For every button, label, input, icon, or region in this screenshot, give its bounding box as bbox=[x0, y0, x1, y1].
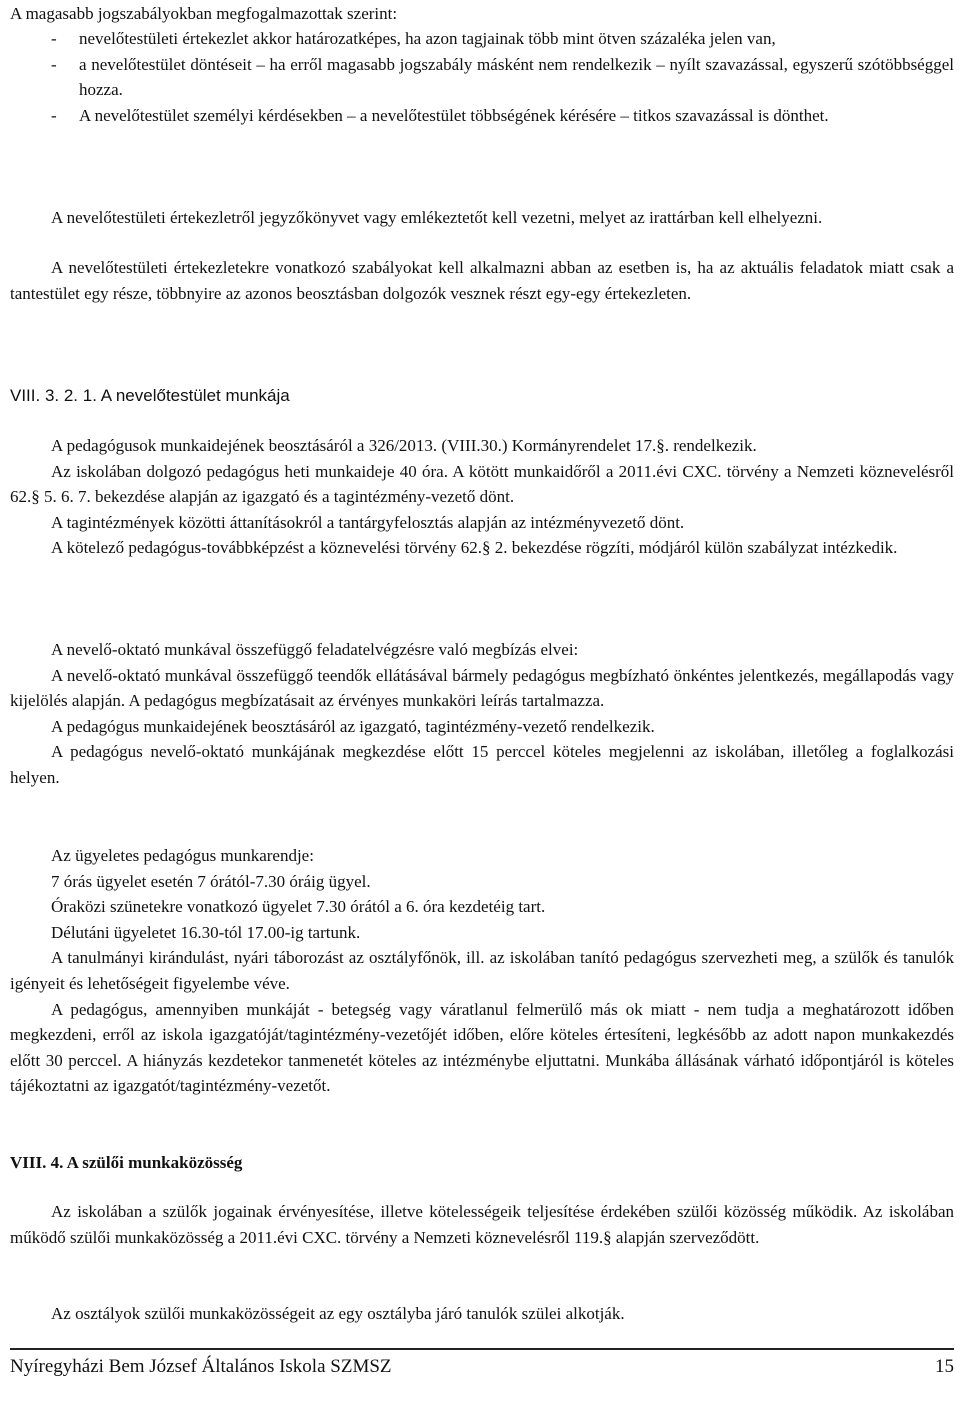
list-item bbox=[10, 103, 954, 129]
section-title-8-3-2-1: VIII. 3. 2. 1. A nevelőtestület munkája bbox=[10, 386, 290, 405]
page-footer bbox=[10, 1348, 954, 1380]
list-item-text: nevelőtestületi értekezlet akkor határozatképes, ha azon tagjainak több mint ötven százaléka jelen van, bbox=[79, 29, 776, 48]
duty-block bbox=[10, 843, 954, 1099]
assignment-block bbox=[10, 637, 954, 791]
paragraph: A tanulmányi kirándulást, nyári táborozást az osztályfőnök, ill. az iskolában tanító pedagógus szervezheti meg, a szülők és tanulók igényeit és lehetőségeit figyelembe véve. bbox=[10, 948, 954, 993]
paragraph: A pedagógusok munkaidejének beosztásáról a 326/2013. (VIII.30.) Kormányrendelet 17.§. rendelkezik. bbox=[51, 436, 757, 455]
paragraph: A pedagógus, amennyiben munkáját - betegség vagy váratlanul felmerülő más ok miatt - nem tudja a meghatározott időben megkezdeni, erről az iskola igazgatóját/tagintézmény-vezetőjét időben, előre köteles értesíteni, legkésőbb az adott napon munkakezdés előtt 30 perccel. A hiányzás kezdetekor tanmenetét köteles az intézménybe eljuttatni. Munkába állásának várható időpontjáról is köteles tájékoztatni az igazgatót/tagintézmény-vezetőt. bbox=[10, 999, 954, 1096]
paragraph-minutes: A nevelőtestületi értekezletről jegyzőkönyvet vagy emlékeztetőt kell vezetni, melyet az irattárban kell elhelyezni. bbox=[51, 208, 823, 227]
section-8-3-2-1-body bbox=[10, 433, 954, 561]
duty-heading: Az ügyeletes pedagógus munkarendje: bbox=[51, 846, 314, 865]
paragraph-class-parents: Az osztályok szülői munkaközösségeit az egy osztályba járó tanulók szülei alkotják. bbox=[51, 1304, 625, 1323]
duty-line: Óraközi szünetekre vonatkozó ügyelet 7.30 órától a 6. óra kezdetéig tart. bbox=[51, 897, 546, 917]
list-dash: - bbox=[51, 29, 57, 48]
list-dash: - bbox=[51, 105, 57, 125]
paragraph: A tagintézmények közötti áttanításokról a tantárgyfelosztás alapján az intézményvezető dönt. bbox=[51, 512, 685, 532]
list-item-text: A nevelőtestület személyi kérdésekben – a nevelőtestület többségének kérésére – titkos szavazással is dönthet. bbox=[79, 105, 829, 125]
section-title-8-4: VIII. 4. A szülői munkaközösség bbox=[10, 1153, 243, 1172]
paragraph: A nevelő-oktató munkával összefüggő teendők ellátásával bármely pedagógus megbízható önkéntes jelentkezés, megállapodás vagy kijelölés alapján. A pedagógus megbízatásait az érvényes munkaköri leírás tartalmazza. bbox=[10, 665, 954, 711]
duty-line: 7 órás ügyelet esetén 7 órától-7.30 óráig ügyel. bbox=[51, 871, 371, 891]
list-item-text: a nevelőtestület döntéseit – ha erről magasabb jogszabály másként nem rendelkezik – nyílt szavazással, egyszerű szótöbbséggel hozza. bbox=[79, 54, 954, 100]
intro-lead: A magasabb jogszabályokban megfogalmazottak szerint: bbox=[10, 4, 398, 23]
paragraph-parents-community: Az iskolában a szülők jogainak érvényesítése, illetve kötelességeik teljesítése érdekében szülői közösség működik. Az iskolában működő szülői munkaközösség a 2011.évi CXC. törvény a Nemzeti köznevelésről 119.§ alapján szerveződött. bbox=[10, 1202, 954, 1247]
footer-page-number: 15 bbox=[935, 1356, 954, 1377]
duty-line: Délutáni ügyeletet 16.30-tól 17.00-ig tartunk. bbox=[51, 922, 361, 942]
list-item bbox=[10, 26, 954, 52]
intro-list bbox=[10, 26, 954, 128]
list-item bbox=[10, 52, 954, 103]
paragraph: A kötelező pedagógus-továbbképzést a köznevelési törvény 62.§ 2. bekezdése rögzíti, módjáról külön szabályzat intézkedik. bbox=[51, 538, 898, 558]
paragraph-rules: A nevelőtestületi értekezletekre vonatkozó szabályokat kell alkalmazni abban az esetben is, ha az aktuális feladatok miatt csak a tantestület egy része, többnyire az azonos beosztásban dolgozók vesznek részt egy-egy értekezleten. bbox=[10, 258, 954, 303]
list-dash: - bbox=[51, 54, 57, 74]
paragraph: A pedagógus munkaidejének beosztásáról az igazgató, tagintézmény-vezető rendelkezik. bbox=[51, 716, 655, 736]
paragraph: A pedagógus nevelő-oktató munkájának megkezdése előtt 15 perccel köteles megjelenni az iskolában, illetőleg a foglalkozási helyen. bbox=[10, 742, 954, 787]
assignment-heading: A nevelő-oktató munkával összefüggő feladatelvégzésre való megbízás elvei: bbox=[51, 640, 579, 659]
paragraph: Az iskolában dolgozó pedagógus heti munkaideje 40 óra. A kötött munkaidőről a 2011.évi CXC. törvény a Nemzeti köznevelésről 62.§ 5. 6. 7. bekezdése alapján az igazgató és a tagintézmény-vezető dönt. bbox=[10, 461, 954, 507]
footer-school-name: Nyíregyházi Bem József Általános Iskola SZMSZ bbox=[10, 1356, 392, 1377]
